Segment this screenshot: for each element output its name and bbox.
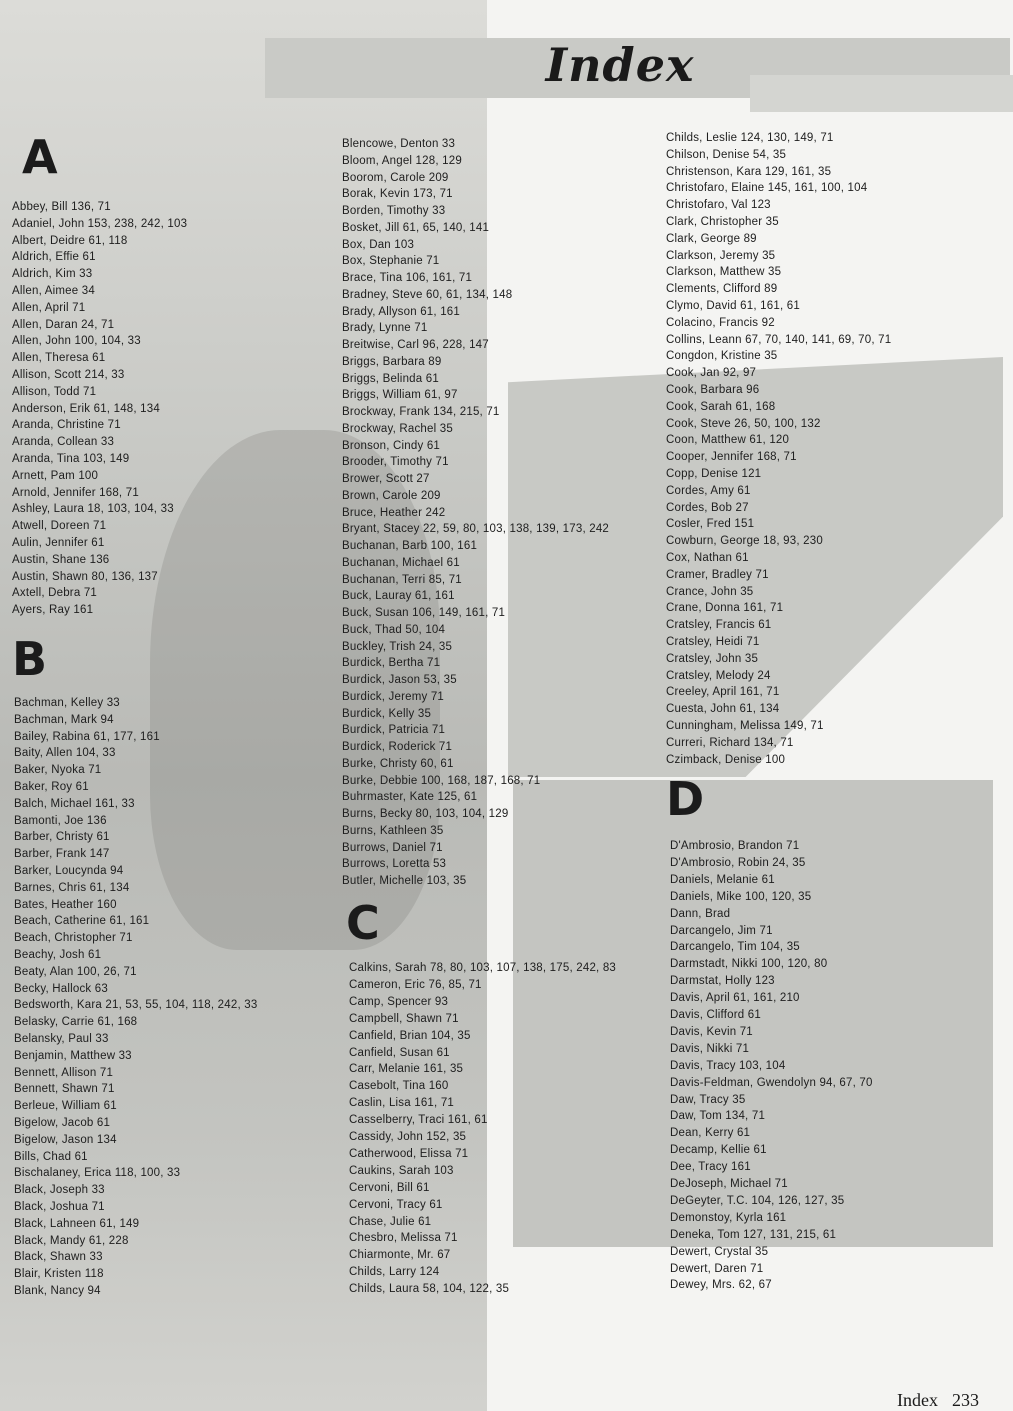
index-entry: Allison, Todd 71 — [12, 385, 97, 398]
index-entry: Cox, Nathan 61 — [666, 552, 749, 564]
index-entry: Caukins, Sarah 103 — [349, 1164, 454, 1177]
index-entry: Burke, Christy 60, 61 — [342, 757, 454, 770]
index-entry: Canfield, Susan 61 — [349, 1046, 450, 1059]
index-entry: DeJoseph, Michael 71 — [670, 1178, 788, 1190]
index-entry: Buchanan, Barb 100, 161 — [342, 540, 478, 552]
index-entry: Aulin, Jennifer 61 — [12, 537, 105, 549]
index-entry: Clymo, David 61, 161, 61 — [666, 300, 800, 312]
index-entry: Decamp, Kellie 61 — [670, 1144, 767, 1157]
index-entry: Congdon, Kristine 35 — [666, 350, 778, 363]
index-entry: Cook, Barbara 96 — [666, 384, 760, 396]
index-entry: Buhrmaster, Kate 125, 61 — [342, 791, 478, 804]
index-entry: Baity, Allen 104, 33 — [14, 747, 116, 760]
index-entry: Bigelow, Jason 134 — [14, 1133, 117, 1146]
index-entry: Davis, Kevin 71 — [670, 1025, 753, 1038]
index-entry: Brockway, Rachel 35 — [342, 422, 453, 435]
index-entry: Clarkson, Matthew 35 — [666, 266, 782, 279]
index-entry: Abbey, Bill 136, 71 — [12, 201, 111, 213]
index-entry: Cassidy, John 152, 35 — [349, 1131, 467, 1143]
index-entry: Burdick, Patricia 71 — [342, 724, 446, 737]
index-entry: Cervoni, Tracy 61 — [349, 1198, 443, 1211]
index-entry: Cratsley, Heidi 71 — [666, 636, 760, 648]
index-entry: Catherwood, Elissa 71 — [349, 1147, 469, 1160]
index-entry: Casebolt, Tina 160 — [349, 1080, 449, 1093]
index-entry: Buchanan, Terri 85, 71 — [342, 573, 462, 586]
index-entry: Cuesta, John 61, 134 — [666, 703, 780, 716]
index-entry: Becky, Hallock 63 — [14, 982, 108, 995]
index-entry: Childs, Laura 58, 104, 122, 35 — [349, 1283, 510, 1296]
index-entry: Albert, Deidre 61, 118 — [12, 234, 128, 247]
index-entry: Blank, Nancy 94 — [14, 1285, 101, 1297]
index-entry: Burdick, Roderick 71 — [342, 741, 453, 753]
index-entry: Baker, Nyoka 71 — [14, 764, 102, 777]
index-entry: Christofaro, Elaine 145, 161, 100, 104 — [666, 182, 868, 195]
section-letter-a: A — [22, 130, 58, 184]
index-entry: Cowburn, George 18, 93, 230 — [666, 535, 823, 548]
index-entry: Benjamin, Matthew 33 — [14, 1049, 132, 1062]
index-entry: Box, Dan 103 — [342, 238, 415, 251]
index-entry: Beachy, Josh 61 — [14, 949, 102, 961]
index-entry: Crance, John 35 — [666, 585, 754, 598]
title-banner-accent — [750, 75, 1013, 112]
index-entry: Czimback, Denise 100 — [666, 753, 786, 766]
index-entry: Coon, Matthew 61, 120 — [666, 434, 790, 447]
index-entry: Blencowe, Denton 33 — [342, 138, 456, 150]
index-entry: Daniels, Mike 100, 120, 35 — [670, 890, 812, 903]
index-entry: Bigelow, Jacob 61 — [14, 1117, 111, 1129]
index-entry: Burns, Kathleen 35 — [342, 824, 444, 837]
index-entry: Dee, Tracy 161 — [670, 1161, 751, 1174]
index-entry: Dewert, Daren 71 — [670, 1262, 764, 1275]
index-entry: Bachman, Mark 94 — [14, 713, 114, 726]
index-entry: Dean, Kerry 61 — [670, 1127, 751, 1140]
index-entry: Darmstat, Holly 123 — [670, 975, 775, 988]
section-letter-b: B — [12, 632, 48, 686]
index-entry: Axtell, Debra 71 — [12, 587, 98, 600]
page-number: 233 — [952, 1390, 979, 1410]
index-entry: Crane, Donna 161, 71 — [666, 602, 784, 615]
index-entry: Cratsley, Francis 61 — [666, 619, 772, 632]
index-entry: Black, Lahneen 61, 149 — [14, 1217, 140, 1230]
index-entry: Dann, Brad — [670, 907, 731, 920]
index-entry: Bennett, Allison 71 — [14, 1066, 114, 1079]
index-entry: Davis, Tracy 103, 104 — [670, 1059, 786, 1072]
index-entry: Caslin, Lisa 161, 71 — [349, 1097, 455, 1110]
index-entry: Barber, Christy 61 — [14, 831, 110, 844]
index-entry: Davis, Clifford 61 — [670, 1009, 761, 1021]
index-entry: Bills, Chad 61 — [14, 1150, 88, 1163]
index-entry: Cosler, Fred 151 — [666, 518, 755, 531]
index-entry: Cameron, Eric 76, 85, 71 — [349, 978, 482, 991]
index-entry: Calkins, Sarah 78, 80, 103, 107, 138, 175, 242, 83 — [349, 962, 617, 974]
index-entry: Cooper, Jennifer 168, 71 — [666, 451, 797, 464]
index-entry: Campbell, Shawn 71 — [349, 1012, 459, 1025]
index-entry: Cook, Jan 92, 97 — [666, 367, 757, 380]
section-letter-c: C — [346, 896, 380, 950]
index-entry: Bates, Heather 160 — [14, 898, 117, 911]
index-entry: Burke, Debbie 100, 168, 187, 168, 71 — [342, 774, 541, 787]
index-entry: Christofaro, Val 123 — [666, 199, 771, 212]
index-entry: Cordes, Bob 27 — [666, 501, 749, 514]
index-entry: Brower, Scott 27 — [342, 473, 430, 485]
index-entry: Allison, Scott 214, 33 — [12, 369, 125, 381]
index-entry: Allen, Daran 24, 71 — [12, 318, 115, 331]
index-entry: Aranda, Collean 33 — [12, 436, 115, 449]
index-entry: Chiarmonte, Mr. 67 — [349, 1249, 451, 1262]
index-entry: Austin, Shane 136 — [12, 553, 110, 566]
footer-label: Index — [897, 1390, 938, 1410]
index-entry: Childs, Larry 124 — [349, 1266, 440, 1279]
index-entry: Cordes, Amy 61 — [666, 484, 751, 497]
index-entry: Bailey, Rabina 61, 177, 161 — [14, 730, 160, 743]
index-entry: Bedsworth, Kara 21, 53, 55, 104, 118, 242, 33 — [14, 999, 258, 1012]
index-entry: Chesbro, Melissa 71 — [349, 1232, 458, 1245]
page-footer — [883, 1390, 979, 1411]
index-entry: Curreri, Richard 134, 71 — [666, 736, 794, 749]
index-entry: Burdick, Kelly 35 — [342, 707, 432, 720]
index-entry: Brockway, Frank 134, 215, 71 — [342, 406, 500, 418]
index-entry: Brady, Allyson 61, 161 — [342, 305, 460, 318]
index-entry: Atwell, Doreen 71 — [12, 520, 107, 533]
index-entry: Creeley, April 161, 71 — [666, 686, 780, 699]
index-entry: Austin, Shawn 80, 136, 137 — [12, 570, 158, 583]
index-entry: Beach, Catherine 61, 161 — [14, 915, 150, 928]
index-entry: Butler, Michelle 103, 35 — [342, 875, 467, 887]
index-entry: Davis-Feldman, Gwendolyn 94, 67, 70 — [670, 1076, 873, 1089]
index-entry: Brady, Lynne 71 — [342, 322, 428, 335]
index-entry: Brace, Tina 106, 161, 71 — [342, 272, 473, 284]
index-entry: Deneka, Tom 127, 131, 215, 61 — [670, 1228, 837, 1241]
index-entry: Belansky, Paul 33 — [14, 1033, 109, 1045]
index-entry: Clarkson, Jeremy 35 — [666, 249, 776, 262]
index-entry: Belasky, Carrie 61, 168 — [14, 1016, 138, 1029]
index-entry: Christenson, Kara 129, 161, 35 — [666, 165, 832, 178]
index-entry: Allen, April 71 — [12, 301, 86, 314]
index-entry: Clark, George 89 — [666, 232, 757, 245]
index-entry: Allen, Aimee 34 — [12, 285, 95, 297]
index-entry: Dewert, Crystal 35 — [670, 1245, 769, 1258]
index-entry: Black, Joseph 33 — [14, 1184, 105, 1197]
index-entry: Copp, Denise 121 — [666, 468, 762, 480]
index-entry: Briggs, Barbara 89 — [342, 355, 442, 368]
index-entry: Cratsley, John 35 — [666, 652, 759, 665]
index-entry: Burdick, Jeremy 71 — [342, 690, 445, 703]
index-entry: Bosket, Jill 61, 65, 140, 141 — [342, 221, 490, 234]
index-entry: Brown, Carole 209 — [342, 489, 441, 502]
section-letter-d: D — [666, 772, 705, 826]
index-entry: Cook, Sarah 61, 168 — [666, 400, 776, 413]
index-entry: Baker, Roy 61 — [14, 781, 89, 793]
index-entry: Aldrich, Effie 61 — [12, 251, 96, 264]
index-entry: Chilson, Denise 54, 35 — [666, 148, 787, 161]
index-entry: Casselberry, Traci 161, 61 — [349, 1114, 488, 1127]
index-entry: Borden, Timothy 33 — [342, 205, 446, 217]
index-entry: Childs, Leslie 124, 130, 149, 71 — [666, 132, 834, 144]
index-entry: Black, Mandy 61, 228 — [14, 1234, 129, 1247]
index-entry: Camp, Spencer 93 — [349, 995, 449, 1008]
index-entry: Blair, Kristen 118 — [14, 1268, 104, 1281]
index-entry: Allen, John 100, 104, 33 — [12, 335, 141, 348]
index-entry: Dewey, Mrs. 62, 67 — [670, 1279, 772, 1292]
index-entry: Bruce, Heather 242 — [342, 506, 446, 519]
index-entry: Bryant, Stacey 22, 59, 80, 103, 138, 139, 173, 242 — [342, 523, 610, 536]
index-entry: Bronson, Cindy 61 — [342, 439, 441, 452]
index-entry: Cratsley, Melody 24 — [666, 669, 771, 682]
index-entry: Daw, Tracy 35 — [670, 1093, 746, 1106]
index-entry: Bamonti, Joe 136 — [14, 814, 107, 827]
index-entry: DeGeyter, T.C. 104, 126, 127, 35 — [670, 1194, 845, 1207]
index-entry: Borak, Kevin 173, 71 — [342, 188, 453, 201]
index-entry: Aranda, Tina 103, 149 — [12, 453, 130, 465]
index-entry: Barker, Loucynda 94 — [14, 865, 124, 877]
index-entry: Bloom, Angel 128, 129 — [342, 154, 462, 167]
index-entry: Box, Stephanie 71 — [342, 255, 440, 268]
index-entry: Allen, Theresa 61 — [12, 352, 106, 365]
index-entry: Clements, Clifford 89 — [666, 283, 778, 296]
index-entry: Buck, Thad 50, 104 — [342, 623, 446, 636]
index-entry: Bennett, Shawn 71 — [14, 1083, 115, 1096]
index-entry: Carr, Melanie 161, 35 — [349, 1063, 464, 1076]
index-entry: Burrows, Loretta 53 — [342, 858, 447, 871]
index-entry: Black, Shawn 33 — [14, 1251, 103, 1264]
index-entry: Chase, Julie 61 — [349, 1215, 432, 1228]
index-entry: Daniels, Melanie 61 — [670, 873, 775, 886]
index-entry: Cunningham, Melissa 149, 71 — [666, 720, 824, 732]
index-entry: Breitwise, Carl 96, 228, 147 — [342, 339, 489, 351]
index-entry: Davis, April 61, 161, 210 — [670, 992, 800, 1005]
index-entry: D'Ambrosio, Robin 24, 35 — [670, 856, 806, 869]
index-entry: Daw, Tom 134, 71 — [670, 1110, 766, 1123]
index-entry: Beach, Christopher 71 — [14, 932, 133, 945]
index-entry: Ayers, Ray 161 — [12, 604, 94, 617]
index-entry: Briggs, William 61, 97 — [342, 389, 458, 402]
index-entry: Cramer, Bradley 71 — [666, 568, 769, 581]
index-entry: Arnold, Jennifer 168, 71 — [12, 486, 139, 499]
index-entry: Demonstoy, Kyrla 161 — [670, 1211, 787, 1224]
index-entry: Canfield, Brian 104, 35 — [349, 1029, 471, 1042]
index-entry: Clark, Christopher 35 — [666, 216, 779, 228]
index-entry: Berleue, William 61 — [14, 1100, 117, 1113]
index-entry: Darcangelo, Tim 104, 35 — [670, 941, 800, 954]
index-entry: Aranda, Christine 71 — [12, 419, 121, 432]
index-entry: Barnes, Chris 61, 134 — [14, 881, 130, 894]
page-title: Index — [545, 38, 695, 92]
index-entry: Ashley, Laura 18, 103, 104, 33 — [12, 503, 174, 516]
index-entry: Brooder, Timothy 71 — [342, 456, 449, 469]
index-entry: Bachman, Kelley 33 — [14, 697, 120, 709]
index-entry: Collins, Leann 67, 70, 140, 141, 69, 70, 71 — [666, 333, 892, 346]
index-entry: Black, Joshua 71 — [14, 1201, 105, 1213]
index-entry: Darmstadt, Nikki 100, 120, 80 — [670, 958, 828, 971]
index-entry: D'Ambrosio, Brandon 71 — [670, 840, 800, 852]
index-entry: Boorom, Carole 209 — [342, 171, 449, 184]
index-entry: Buck, Lauray 61, 161 — [342, 590, 455, 603]
index-entry: Burdick, Bertha 71 — [342, 657, 441, 670]
index-entry: Aldrich, Kim 33 — [12, 268, 93, 281]
index-entry: Burdick, Jason 53, 35 — [342, 674, 457, 686]
index-entry: Arnett, Pam 100 — [12, 469, 99, 482]
index-entry: Briggs, Belinda 61 — [342, 372, 439, 385]
index-entry: Buck, Susan 106, 149, 161, 71 — [342, 607, 506, 619]
index-entry: Beaty, Alan 100, 26, 71 — [14, 965, 137, 978]
index-entry: Darcangelo, Jim 71 — [670, 924, 773, 937]
index-entry: Adaniel, John 153, 238, 242, 103 — [12, 217, 188, 230]
index-entry: Burns, Becky 80, 103, 104, 129 — [342, 808, 509, 820]
index-entry: Davis, Nikki 71 — [670, 1042, 750, 1055]
index-entry: Colacino, Francis 92 — [666, 316, 775, 329]
index-entry: Balch, Michael 161, 33 — [14, 797, 135, 810]
index-entry: Bischalaney, Erica 118, 100, 33 — [14, 1167, 181, 1180]
index-entry: Cook, Steve 26, 50, 100, 132 — [666, 417, 821, 430]
index-entry: Anderson, Erik 61, 148, 134 — [12, 402, 160, 415]
index-entry: Barber, Frank 147 — [14, 848, 110, 861]
index-entry: Bradney, Steve 60, 61, 134, 148 — [342, 288, 513, 301]
index-entry: Buchanan, Michael 61 — [342, 556, 460, 569]
index-entry: Burrows, Daniel 71 — [342, 841, 443, 854]
index-entry: Buckley, Trish 24, 35 — [342, 640, 453, 653]
index-entry: Cervoni, Bill 61 — [349, 1181, 430, 1194]
